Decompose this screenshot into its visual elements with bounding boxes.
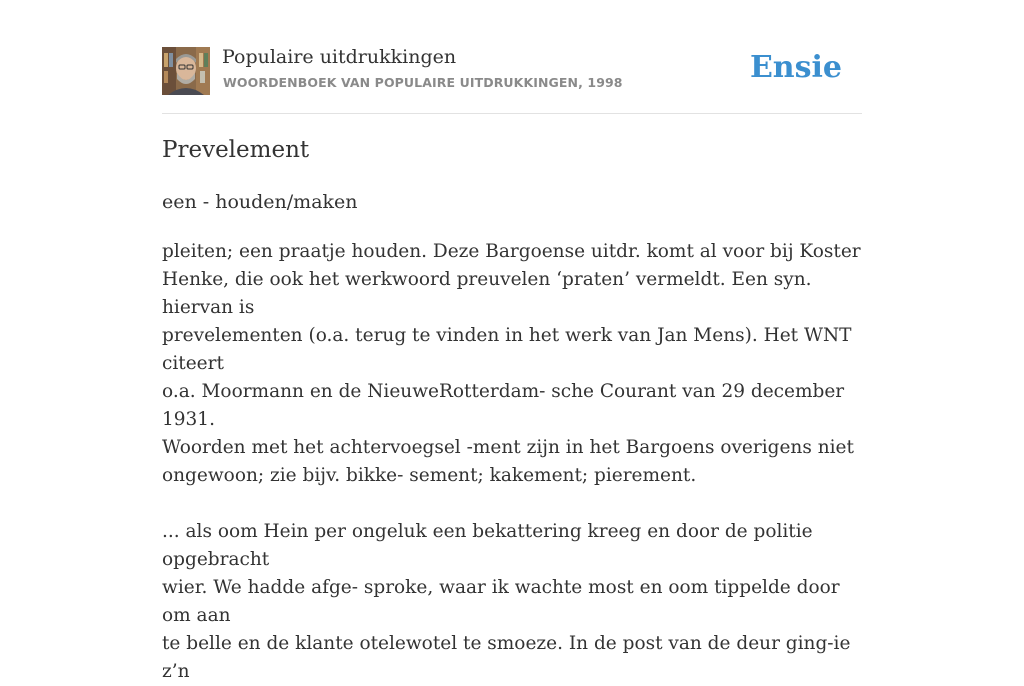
entry-subtitle: een - houden/maken bbox=[162, 191, 358, 213]
avatar[interactable] bbox=[162, 47, 210, 95]
entry-quote-paragraph: ... als oom Hein per ongeluk een bekattering kreeg en door de politie opgebracht wier. We hadde afge- sproke, waar ik wachte most en oom tippelde door om aan te belle en de klante otelewotel te smoeze. In de post van de deur ging-ie z’n bbox=[162, 521, 851, 682]
source-subtitle: WOORDENBOEK VAN POPULAIRE UITDRUKKINGEN, 1998 bbox=[223, 75, 623, 90]
author-portrait-icon bbox=[162, 47, 210, 95]
entry-paragraph: pleiten; een praatje houden. Deze Bargoense uitdr. komt al voor bij Koster Henke, die ook het werkwoord preuvelen ‘praten’ vermeldt. Een syn. hiervan is prevelementen (o.a. terug te vinden in het werk van Jan Mens). Het WNT citeert o.a. Moormann en de NieuweRotterdam- sche Courant van 29 december 1931. Woorden met het achtervoegsel -ment zijn in het Bargoens overigens niet ongewoon; zie bijv. bikke- sement; kakement; pierement. bbox=[162, 241, 861, 486]
brand-logo[interactable]: Ensie bbox=[749, 50, 842, 85]
header-divider bbox=[162, 113, 862, 114]
source-title[interactable]: Populaire uitdrukkingen bbox=[222, 46, 457, 68]
header bbox=[162, 46, 862, 96]
entry-body bbox=[162, 238, 862, 686]
entry-title: Prevelement bbox=[162, 137, 310, 163]
